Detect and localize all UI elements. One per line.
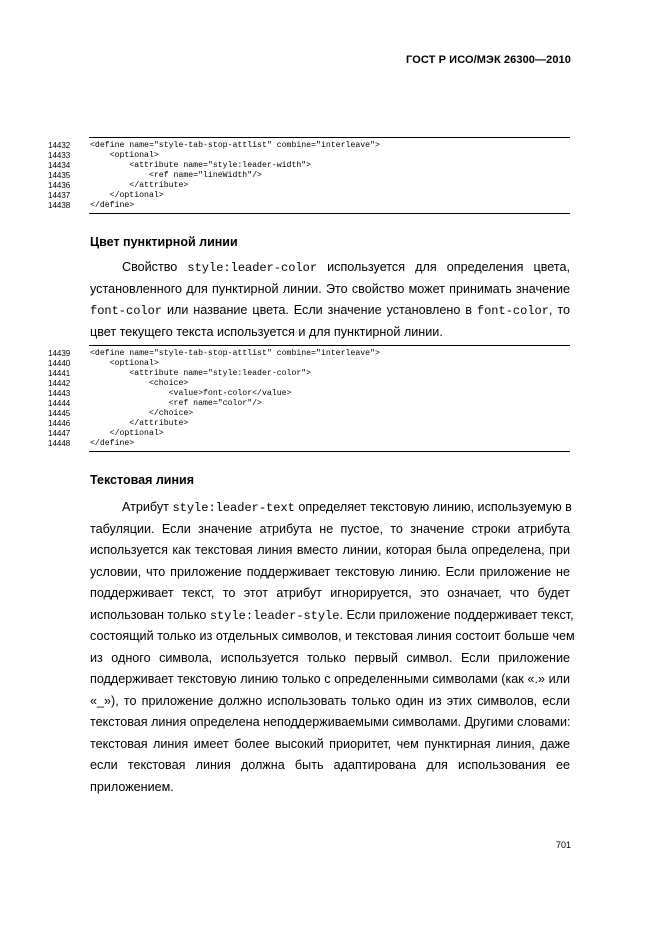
code-text: </attribute> <box>90 419 189 428</box>
inline-code: font-color <box>90 304 163 318</box>
code-text: <define name="style-tab-stop-attlist" combine="interleave"> <box>90 141 380 150</box>
text-line <box>90 777 570 799</box>
line-number: 14433 <box>48 151 71 160</box>
code-text: </attribute> <box>90 181 189 190</box>
code-text: </optional> <box>90 429 164 438</box>
text-line <box>90 497 570 519</box>
text-run: из одного символа, используется только первый символ. Если приложение <box>90 650 570 665</box>
page-number: 701 <box>555 840 571 850</box>
text-line <box>90 691 570 713</box>
text-line <box>90 300 570 322</box>
text-run: используется как текстовая линия вместо линии, которая была определена, при <box>90 543 570 557</box>
text-line <box>90 755 570 777</box>
text-run: «_»), то приложение должно использовать только один из этих символов, если <box>90 693 570 708</box>
code-text: <ref name="lineWidth"/> <box>90 171 262 180</box>
line-number: 14434 <box>48 161 71 170</box>
code-text: <attribute name="style:leader-color"> <box>90 369 312 378</box>
text-line <box>90 562 570 584</box>
code-text: </define> <box>90 439 135 448</box>
text-run: поддерживает текст, то этот атрибут игнорируется, это означает, что будет <box>90 586 570 600</box>
text-line <box>90 605 574 627</box>
text-line <box>90 540 570 562</box>
text-run: приложением. <box>90 779 174 794</box>
line-number: 14440 <box>48 359 71 368</box>
line-number: 14436 <box>48 181 71 190</box>
code-text: </optional> <box>90 191 164 200</box>
line-number: 14443 <box>48 389 71 398</box>
line-number: 14441 <box>48 369 71 378</box>
text-line <box>90 648 570 670</box>
code-rule-bottom <box>89 213 570 214</box>
text-run: текстовая линия определена неподдерживаемыми символами. Другими словами: <box>90 715 571 729</box>
text-run: определяет текстовую линию, используемую в <box>294 500 572 514</box>
inline-code: font-color <box>476 304 549 318</box>
text-line <box>90 669 570 691</box>
line-number: 14445 <box>48 409 71 418</box>
text-line <box>90 519 570 541</box>
line-number: 14438 <box>48 201 71 210</box>
text-run: текстовая линия имеет более высокий приоритет, чем пунктирная линия, даже <box>90 736 570 751</box>
line-number: 14439 <box>48 349 71 358</box>
inline-code: style:leader-style <box>209 608 340 623</box>
line-number: 14446 <box>48 419 71 428</box>
line-number: 14444 <box>48 399 71 408</box>
paragraph-leader-color <box>90 257 570 343</box>
text-line <box>90 322 570 344</box>
text-run: используется для определения цвета, <box>317 260 570 274</box>
line-number: 14447 <box>48 429 71 438</box>
code-text: <optional> <box>90 151 159 160</box>
text-run: использован только <box>90 607 210 622</box>
text-line <box>90 712 570 734</box>
code-text: <define name="style-tab-stop-attlist" combine="interleave"> <box>90 349 380 358</box>
text-run: поддерживает текстовую линию только с определенными символами (как «.» или <box>90 672 570 686</box>
code-block-2 <box>48 345 570 459</box>
text-run: состоящий только из отдельных символов, и текстовая линия состоит больше чем <box>90 629 575 643</box>
code-text: </define> <box>90 201 135 210</box>
line-number: 14442 <box>48 379 71 388</box>
code-text: <value>font-color</value> <box>90 389 292 398</box>
inline-code: style:leader-text <box>172 501 295 515</box>
line-number: 14435 <box>48 171 71 180</box>
inline-code: style:leader-color <box>187 261 318 275</box>
text-line <box>90 257 570 279</box>
code-rule-top <box>89 137 570 138</box>
text-line <box>90 626 575 648</box>
line-number: 14448 <box>48 439 71 448</box>
line-number: 14437 <box>48 191 71 200</box>
heading-leader-text: Текстовая линия <box>90 473 194 487</box>
text-run: Свойство <box>122 260 188 274</box>
heading-leader-color: Цвет пунктирной линии <box>90 235 238 249</box>
code-text: </choice> <box>90 409 194 418</box>
text-run: , то <box>548 303 570 317</box>
code-rule-bottom <box>89 451 570 452</box>
text-run: или название цвета. Если значение установлено в <box>162 303 477 317</box>
code-text: <choice> <box>90 379 189 388</box>
paragraph-leader-text <box>90 497 575 798</box>
text-run: Атрибут <box>122 500 173 514</box>
document-header: ГОСТ Р ИСО/МЭК 26300—2010 <box>406 54 571 66</box>
text-run: если текстовая линия должна быть адаптирована для использования ее <box>90 758 570 772</box>
code-block-1 <box>48 137 570 219</box>
text-line <box>90 734 570 756</box>
text-line <box>90 583 570 605</box>
text-run: цвет текущего текста используется и для пунктирной линии. <box>90 324 443 339</box>
code-rule-top <box>89 345 570 346</box>
code-text: <attribute name="style:leader-width"> <box>90 161 312 170</box>
code-text: <ref name="color"/> <box>90 399 262 408</box>
text-run: табуляции. Если значение атрибута не пустое, то значение строки атрибута <box>90 521 570 536</box>
line-number: 14432 <box>48 141 71 150</box>
text-run: . Если приложение поддерживает текст, <box>339 607 574 622</box>
code-text: <optional> <box>90 359 159 368</box>
text-line <box>90 279 570 301</box>
text-run: условии, что приложение поддерживает текстовую линию. Если приложение не <box>90 564 570 579</box>
text-run: установленного для пунктирной линии. Это свойство может принимать значение <box>90 281 570 296</box>
